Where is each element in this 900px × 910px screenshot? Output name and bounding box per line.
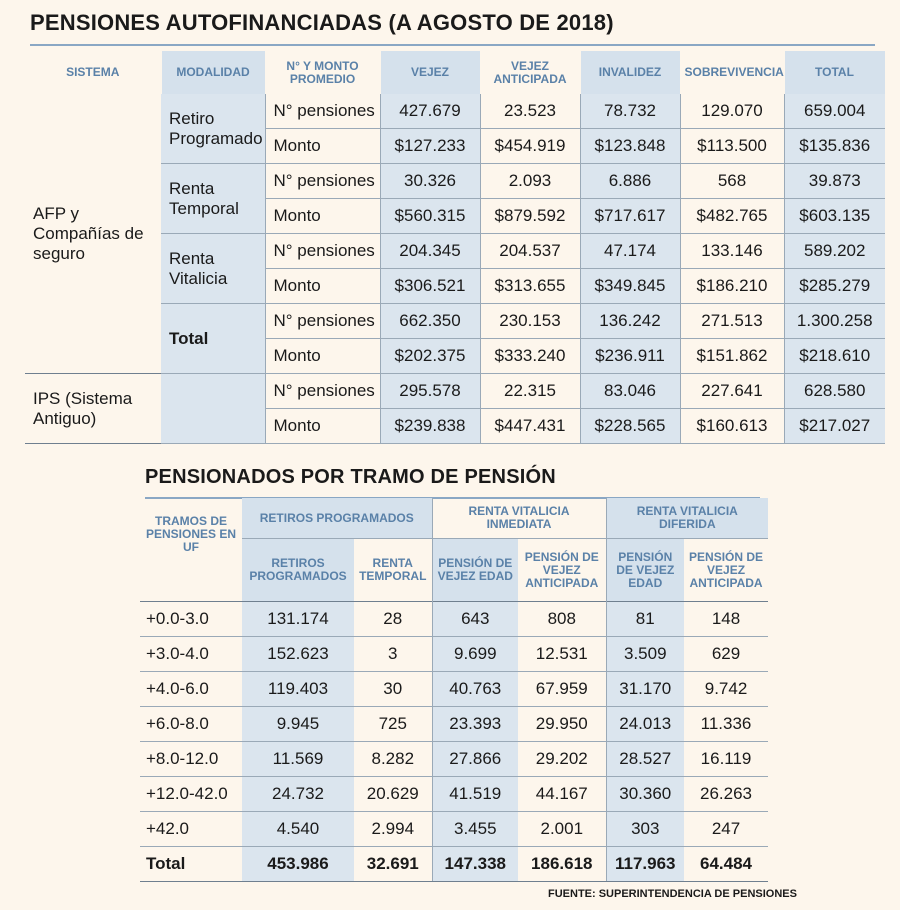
value-cell: 1.300.258 <box>784 304 885 339</box>
value-cell: 23.393 <box>432 707 518 742</box>
value-cell: 20.629 <box>354 777 432 812</box>
table-row <box>25 94 885 129</box>
value-cell: 725 <box>354 707 432 742</box>
value-cell: 133.146 <box>680 234 784 269</box>
row-label: Monto <box>265 199 380 234</box>
table-row <box>140 742 768 777</box>
table2-body <box>140 602 768 882</box>
row-label: Monto <box>265 269 380 304</box>
value-cell: 11.336 <box>684 707 768 742</box>
row-label: Monto <box>265 129 380 164</box>
group-renta-vitalicia-diferida: RENTA VITALICIA DIFERIDA <box>606 498 768 539</box>
value-cell: 129.070 <box>680 94 784 129</box>
value-cell: $313.655 <box>480 269 580 304</box>
subheader-rvi-edad: PENSIÓN DE VEJEZ EDAD <box>432 539 518 602</box>
header-invalidez: INVALIDEZ <box>580 51 680 94</box>
table1-title-rule <box>30 44 875 46</box>
tramo-cell: +12.0-42.0 <box>140 777 242 812</box>
row-label: N° pensiones <box>265 234 380 269</box>
subheader-retiros-programados: RETIROS PROGRAMADOS <box>242 539 354 602</box>
value-cell: $218.610 <box>784 339 885 374</box>
table-row <box>140 672 768 707</box>
value-cell: 9.742 <box>684 672 768 707</box>
value-cell: 303 <box>606 812 684 847</box>
modalidad-cell: Renta Temporal <box>161 164 265 234</box>
header-sistema: SISTEMA <box>25 51 161 94</box>
value-cell: 629 <box>684 637 768 672</box>
value-cell: 131.174 <box>242 602 354 637</box>
value-cell: $186.210 <box>680 269 784 304</box>
value-cell: 30.326 <box>380 164 480 199</box>
value-cell: 41.519 <box>432 777 518 812</box>
value-cell: 117.963 <box>606 847 684 882</box>
value-cell: 662.350 <box>380 304 480 339</box>
value-cell: $454.919 <box>480 129 580 164</box>
header-modalidad: MODALIDAD <box>161 51 265 94</box>
subheader-renta-temporal: RENTA TEMPORAL <box>359 556 427 583</box>
value-cell: 12.531 <box>518 637 606 672</box>
value-cell: 27.866 <box>432 742 518 777</box>
tramo-cell: Total <box>140 847 242 882</box>
tramo-cell: +3.0-4.0 <box>140 637 242 672</box>
group-retiros-programados: RETIROS PROGRAMADOS <box>242 498 432 539</box>
table-row <box>25 374 885 409</box>
value-cell: 30 <box>354 672 432 707</box>
value-cell: 81 <box>606 602 684 637</box>
value-cell: 9.945 <box>242 707 354 742</box>
row-label: Monto <box>265 339 380 374</box>
value-cell: 3 <box>354 637 432 672</box>
modalidad-cell: Total <box>161 304 265 374</box>
value-cell: 28.527 <box>606 742 684 777</box>
table-row <box>140 637 768 672</box>
tramo-cell: +6.0-8.0 <box>140 707 242 742</box>
value-cell: 119.403 <box>242 672 354 707</box>
value-cell: 295.578 <box>380 374 480 409</box>
value-cell: $879.592 <box>480 199 580 234</box>
value-cell: 204.345 <box>380 234 480 269</box>
table2-title: PENSIONADOS POR TRAMO DE PENSIÓN <box>145 466 556 488</box>
value-cell: 47.174 <box>580 234 680 269</box>
value-cell: 147.338 <box>432 847 518 882</box>
value-cell: 32.691 <box>354 847 432 882</box>
table-row <box>140 602 768 637</box>
value-cell: $717.617 <box>580 199 680 234</box>
tramo-cell: +42.0 <box>140 812 242 847</box>
subheader-rvi-anticipada: PENSIÓN DE VEJEZ ANTICIPADA <box>524 549 599 590</box>
sistema-cell: IPS (Sistema Antiguo) <box>25 374 161 444</box>
value-cell: 24.732 <box>242 777 354 812</box>
value-cell: 2.994 <box>354 812 432 847</box>
value-cell: 9.699 <box>432 637 518 672</box>
value-cell: $285.279 <box>784 269 885 304</box>
value-cell: 2.001 <box>518 812 606 847</box>
value-cell: $349.845 <box>580 269 680 304</box>
value-cell: 427.679 <box>380 94 480 129</box>
value-cell: $151.862 <box>680 339 784 374</box>
header-total: TOTAL <box>784 51 885 94</box>
header-tramos: TRAMOS DE PENSIONES EN UF <box>145 514 237 554</box>
value-cell: 29.202 <box>518 742 606 777</box>
value-cell: $202.375 <box>380 339 480 374</box>
value-cell: $236.911 <box>580 339 680 374</box>
pensiones-autofinanciadas-table <box>25 51 886 444</box>
tramo-cell: +4.0-6.0 <box>140 672 242 707</box>
value-cell: 11.569 <box>242 742 354 777</box>
value-cell: 186.618 <box>518 847 606 882</box>
value-cell: 67.959 <box>518 672 606 707</box>
value-cell: 453.986 <box>242 847 354 882</box>
table-row <box>140 777 768 812</box>
value-cell: 589.202 <box>784 234 885 269</box>
table-row <box>140 707 768 742</box>
value-cell: 152.623 <box>242 637 354 672</box>
source-note: FUENTE: SUPERINTENDENCIA DE PENSIONES <box>548 888 797 900</box>
value-cell: 30.360 <box>606 777 684 812</box>
value-cell: 39.873 <box>784 164 885 199</box>
value-cell: $113.500 <box>680 129 784 164</box>
modalidad-cell: Retiro Programado <box>161 94 265 164</box>
row-label: N° pensiones <box>265 374 380 409</box>
row-label: N° pensiones <box>265 164 380 199</box>
value-cell: $603.135 <box>784 199 885 234</box>
value-cell: 247 <box>684 812 768 847</box>
value-cell: 16.119 <box>684 742 768 777</box>
value-cell: 227.641 <box>680 374 784 409</box>
value-cell: 64.484 <box>684 847 768 882</box>
value-cell: 568 <box>680 164 784 199</box>
value-cell: $127.233 <box>380 129 480 164</box>
value-cell: 44.167 <box>518 777 606 812</box>
value-cell: 643 <box>432 602 518 637</box>
value-cell: 26.263 <box>684 777 768 812</box>
value-cell: 2.093 <box>480 164 580 199</box>
header-sobrevivencia: SOBREVIVENCIA <box>680 51 784 94</box>
header-numero-monto: N° Y MONTO PROMEDIO <box>265 51 380 94</box>
value-cell: $228.565 <box>580 409 680 444</box>
row-label: Monto <box>265 409 380 444</box>
group-renta-vitalicia-inmediata: RENTA VITALICIA INMEDIATA <box>432 498 606 539</box>
header-vejez: VEJEZ <box>380 51 480 94</box>
sistema-cell: AFP y Compañías de seguro <box>25 94 161 374</box>
value-cell: 148 <box>684 602 768 637</box>
value-cell: 40.763 <box>432 672 518 707</box>
value-cell: 204.537 <box>480 234 580 269</box>
table1-title: PENSIONES AUTOFINANCIADAS (A AGOSTO DE 2018) <box>30 10 614 35</box>
value-cell: 136.242 <box>580 304 680 339</box>
header-vejez-anticipada: VEJEZ ANTICIPADA <box>480 51 580 94</box>
value-cell: $239.838 <box>380 409 480 444</box>
value-cell: 4.540 <box>242 812 354 847</box>
value-cell: 31.170 <box>606 672 684 707</box>
table-row <box>140 812 768 847</box>
value-cell: 8.282 <box>354 742 432 777</box>
value-cell: 29.950 <box>518 707 606 742</box>
value-cell: 78.732 <box>580 94 680 129</box>
tramo-cell: +8.0-12.0 <box>140 742 242 777</box>
value-cell: $135.836 <box>784 129 885 164</box>
value-cell: 808 <box>518 602 606 637</box>
value-cell: 271.513 <box>680 304 784 339</box>
value-cell: 24.013 <box>606 707 684 742</box>
table2-group-row <box>140 498 768 539</box>
subheader-rvd-edad: PENSIÓN DE VEJEZ EDAD <box>606 539 684 602</box>
value-cell: 6.886 <box>580 164 680 199</box>
value-cell: $333.240 <box>480 339 580 374</box>
value-cell: $447.431 <box>480 409 580 444</box>
value-cell: 628.580 <box>784 374 885 409</box>
modalidad-cell <box>161 374 265 444</box>
total-row <box>140 847 768 882</box>
value-cell: $306.521 <box>380 269 480 304</box>
value-cell: 659.004 <box>784 94 885 129</box>
value-cell: 22.315 <box>480 374 580 409</box>
modalidad-cell: Renta Vitalicia <box>161 234 265 304</box>
value-cell: 3.455 <box>432 812 518 847</box>
value-cell: 3.509 <box>606 637 684 672</box>
value-cell: 83.046 <box>580 374 680 409</box>
value-cell: 23.523 <box>480 94 580 129</box>
tramo-cell: +0.0-3.0 <box>140 602 242 637</box>
value-cell: $123.848 <box>580 129 680 164</box>
pensionados-por-tramo-table <box>140 498 768 882</box>
value-cell: $217.027 <box>784 409 885 444</box>
value-cell: $560.315 <box>380 199 480 234</box>
subheader-rvd-anticipada: PENSIÓN DE VEJEZ ANTICIPADA <box>689 549 764 590</box>
table1-body <box>25 94 885 444</box>
value-cell: $160.613 <box>680 409 784 444</box>
row-label: N° pensiones <box>265 304 380 339</box>
row-label: N° pensiones <box>265 94 380 129</box>
value-cell: $482.765 <box>680 199 784 234</box>
table1-header-row <box>25 51 885 94</box>
value-cell: 28 <box>354 602 432 637</box>
value-cell: 230.153 <box>480 304 580 339</box>
